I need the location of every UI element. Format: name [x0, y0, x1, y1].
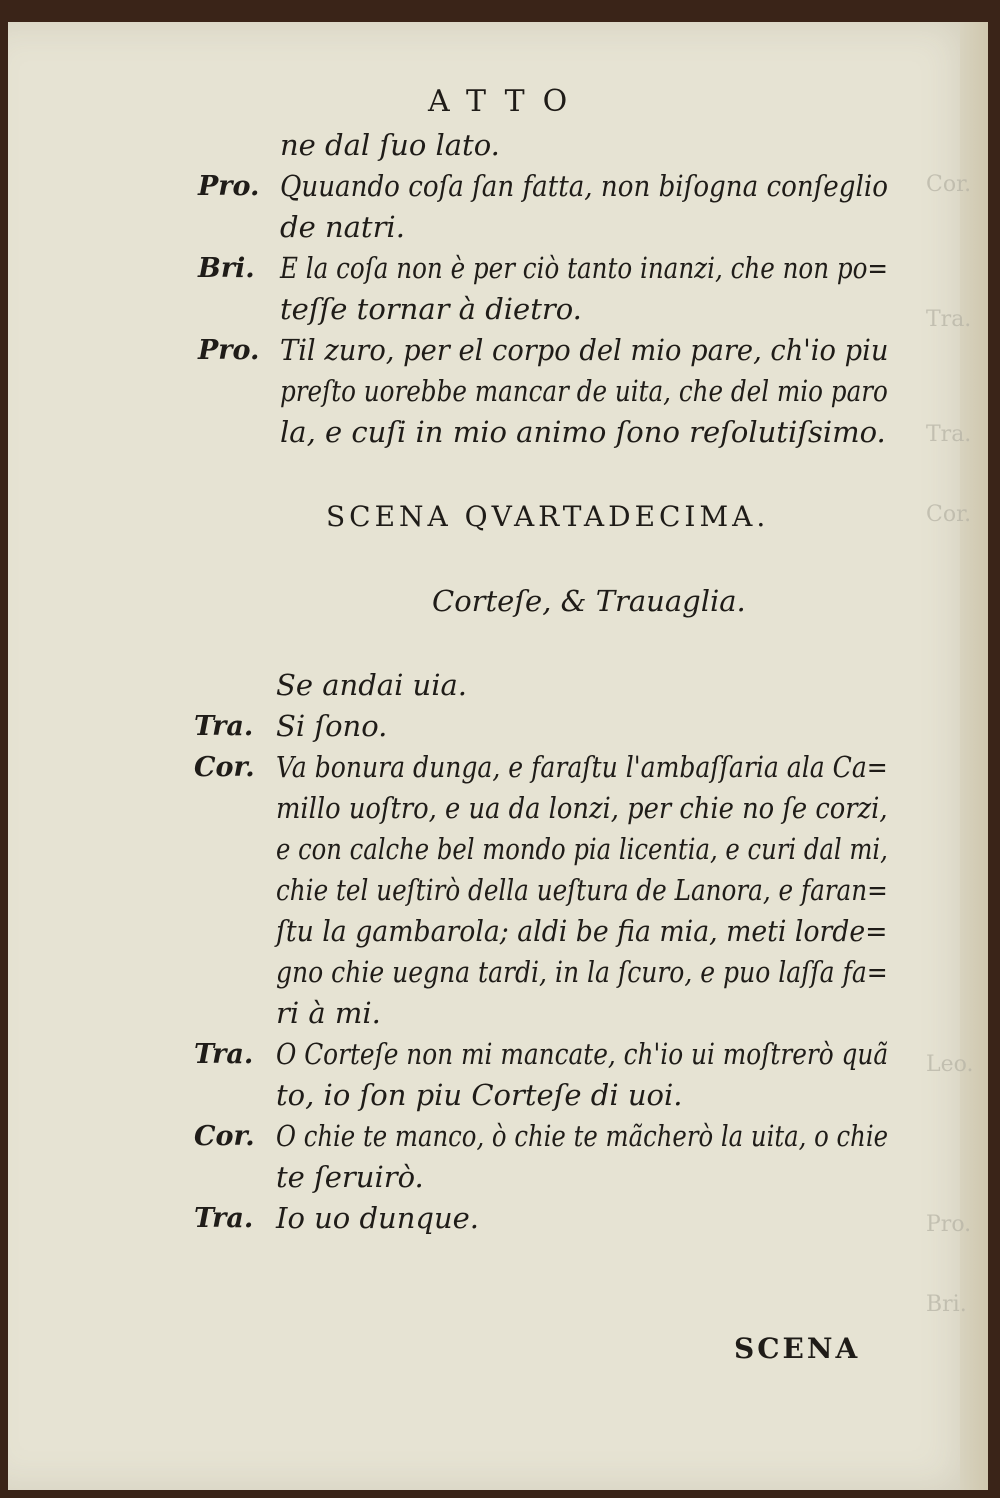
speaker-label: Pro.	[198, 171, 260, 202]
dialogue-line: E la coſa non è per ciò tanto inanzi, che non po=	[280, 251, 889, 285]
running-header: ATTO	[428, 84, 586, 119]
dialogue-line: ri à mi.	[276, 996, 381, 1030]
show-through-marks: Pro.	[926, 1212, 972, 1237]
dialogue-line: ne dal ſuo lato.	[280, 128, 500, 162]
dialogue-line: ſtu la gambarola; aldi be fia mia, meti lorde=	[276, 914, 888, 948]
scene-title: SCENA QVARTADECIMA.	[326, 500, 770, 533]
dialogue-line: to, io ſon piu Corteſe di uoi.	[276, 1078, 683, 1112]
speaker-label: Tra.	[194, 711, 254, 742]
dialogue-line: teſſe tornar à dietro.	[280, 292, 582, 326]
speaker-label: Tra.	[194, 1203, 254, 1234]
page-gutter	[960, 22, 988, 1490]
scene-characters: Corteſe, & Trauaglia.	[432, 584, 746, 618]
dialogue-line: Si ſono.	[276, 709, 388, 743]
speaker-label: Pro.	[198, 335, 260, 366]
dialogue-line: millo uoſtro, e ua da lonzi, per chie no ſe corzi,	[276, 791, 888, 825]
dialogue-line: gno chie uegna tardi, in la ſcuro, e puo laſſa fa=	[276, 955, 888, 989]
dialogue-line: Va bonura dunga, e faraſtu l'ambaſſaria ala Ca=	[276, 750, 888, 784]
dialogue-line: Til zuro, per el corpo del mio pare, ch'io piu	[280, 333, 889, 367]
dialogue-line: preſto uorebbe mancar de uita, che del mio paro	[280, 374, 888, 408]
show-through-marks: Tra.	[926, 307, 972, 332]
dialogue-line: te ſeruirò.	[276, 1160, 424, 1194]
dialogue-line: de natri.	[280, 210, 405, 244]
speaker-label: Tra.	[194, 1039, 254, 1070]
catchword: SCENA	[734, 1332, 861, 1365]
dialogue-line: Quuando coſa ſan fatta, non biſogna conſeglio	[280, 169, 888, 203]
dialogue-line: Io uo dunque.	[276, 1201, 480, 1235]
show-through-marks: Cor.	[926, 172, 972, 197]
dialogue-line: e con calche bel mondo pia licentia, e curi dal mi,	[276, 832, 888, 866]
dialogue-line: O Corteſe non mi mancate, ch'io ui moſtrerò quã	[276, 1037, 889, 1071]
dialogue-line: O chie te manco, ò chie te mãcherò la uita, o chie	[276, 1119, 889, 1153]
speaker-label: Cor.	[194, 752, 255, 783]
show-through-marks: Cor.	[926, 502, 972, 527]
dialogue-line: la, e cuſi in mio animo ſono reſolutiſsimo.	[280, 415, 886, 449]
speaker-label: Bri.	[198, 253, 255, 284]
show-through-marks: Tra.	[926, 422, 972, 447]
book-page	[8, 22, 988, 1490]
show-through-marks: Leo.	[926, 1052, 974, 1077]
show-through-marks: Bri.	[926, 1292, 967, 1317]
dialogue-line: Se andai uia.	[276, 668, 468, 702]
speaker-label: Cor.	[194, 1121, 255, 1152]
dialogue-line: chie tel ueſtirò della ueſtura de Lanora, e faran=	[276, 873, 888, 907]
